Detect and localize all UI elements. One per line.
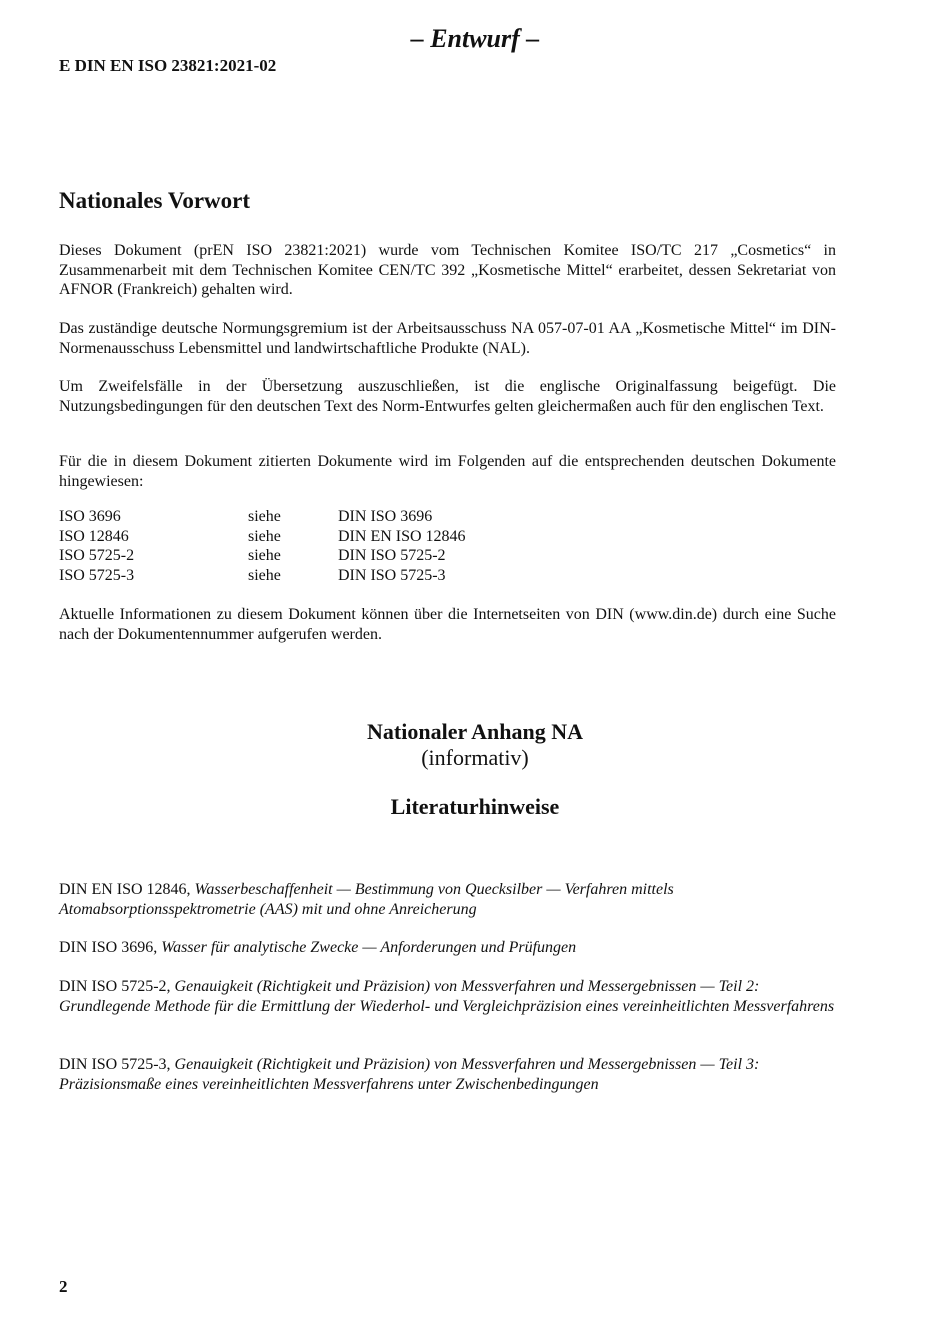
reference-row (59, 507, 466, 527)
paragraph-text: Aktuelle Informationen zu diesem Dokument können über die Internetseiten von DIN (www.din.de) durch eine Suche nach der Dokumentennummer aufgerufen werden. (59, 606, 836, 643)
paragraph-text: Das zuständige deutsche Normungsgremium ist der Arbeitsausschuss NA 057-07-01 AA „Kosmetische Mittel“ im DIN-Normenausschuss Lebensmittel und landwirtschaftliche Produkte (NAL). (59, 320, 836, 357)
bib-ref: DIN ISO 5725-3, (59, 1056, 175, 1073)
paragraph-2 (59, 319, 836, 358)
annex-subtitle: (informativ) (421, 745, 529, 770)
annex-heading: Nationaler Anhang NA (367, 719, 583, 744)
paragraph-text: Dieses Dokument (prEN ISO 23821:2021) wurde vom Technischen Komitee ISO/TC 217 „Cosmetics“ in Zusammenarbeit mit dem Technischen Komitee CEN/TC 392 „Kosmetische Mittel“ erarbeitet, dessen Sekretariat von AFNOR (Frankreich) gehalten wird. (59, 242, 836, 299)
bib-ref: DIN ISO 3696, (59, 939, 162, 956)
see-label: siehe (248, 547, 281, 565)
literature-heading: Literaturhinweise (390, 794, 560, 819)
paragraph-3 (59, 377, 836, 416)
bib-title: Genauigkeit (Richtigkeit und Präzision) von Messverfahren und Messergebnissen — Teil 2: Grundlegende Methode für die Ermittlung der Wiederhol- und Vergleichpräzision eines vereinheitlichten Messverfahrens (59, 978, 835, 1015)
national-ref: DIN ISO 5725-2 (338, 547, 446, 565)
paragraph-5 (59, 605, 836, 644)
bib-title: Genauigkeit (Richtigkeit und Präzision) von Messverfahren und Messergebnissen — Teil 3: Präzisionsmaße eines vereinheitlichten Messverfahrens unter Zwischenbedingungen (59, 1056, 760, 1093)
reference-row (59, 566, 466, 586)
bibliography-entry (59, 938, 836, 958)
paragraph-1 (59, 241, 836, 300)
paragraph-4 (59, 452, 836, 491)
see-label: siehe (248, 508, 281, 525)
international-ref: ISO 5725-3 (59, 566, 135, 584)
bibliography-entry (59, 880, 836, 919)
draft-label: – Entwurf – (410, 24, 540, 53)
bibliography-entry (59, 977, 836, 1016)
document-id: E DIN EN ISO 23821:2021-02 (59, 56, 277, 75)
reference-table (59, 507, 466, 585)
bibliography-entry (59, 1055, 836, 1094)
bib-ref: DIN EN ISO 12846, (59, 881, 195, 898)
see-label: siehe (248, 527, 281, 545)
national-ref: DIN EN ISO 12846 (338, 527, 466, 545)
international-ref: ISO 3696 (59, 508, 121, 525)
bib-title: Wasserbeschaffenheit — Bestimmung von Quecksilber — Verfahren mittels Atomabsorptionsspektrometrie (AAS) mit und ohne Anreicherung (59, 881, 674, 918)
national-ref: DIN ISO 5725-3 (338, 566, 446, 584)
paragraph-text: Für die in diesem Dokument zitierten Dokumente wird im Folgenden auf die entsprechenden deutschen Dokumente hingewiesen: (59, 453, 836, 490)
see-label: siehe (248, 566, 281, 584)
national-ref: DIN ISO 3696 (338, 508, 433, 525)
page-number: 2 (59, 1277, 68, 1296)
international-ref: ISO 12846 (59, 527, 129, 545)
international-ref: ISO 5725-2 (59, 547, 135, 565)
reference-row (59, 527, 466, 547)
bib-ref: DIN ISO 5725-2, (59, 978, 175, 995)
reference-row (59, 546, 466, 566)
section-heading-vorwort: Nationales Vorwort (59, 188, 251, 213)
paragraph-text: Um Zweifelsfälle in der Übersetzung auszuschließen, ist die englische Originalfassung beigefügt. Die Nutzungsbedingungen für den deutschen Text des Norm-Entwurfes gelten gleichermaßen auch für den englischen Text. (59, 378, 836, 415)
bib-title: Wasser für analytische Zwecke — Anforderungen und Prüfungen (161, 939, 577, 956)
